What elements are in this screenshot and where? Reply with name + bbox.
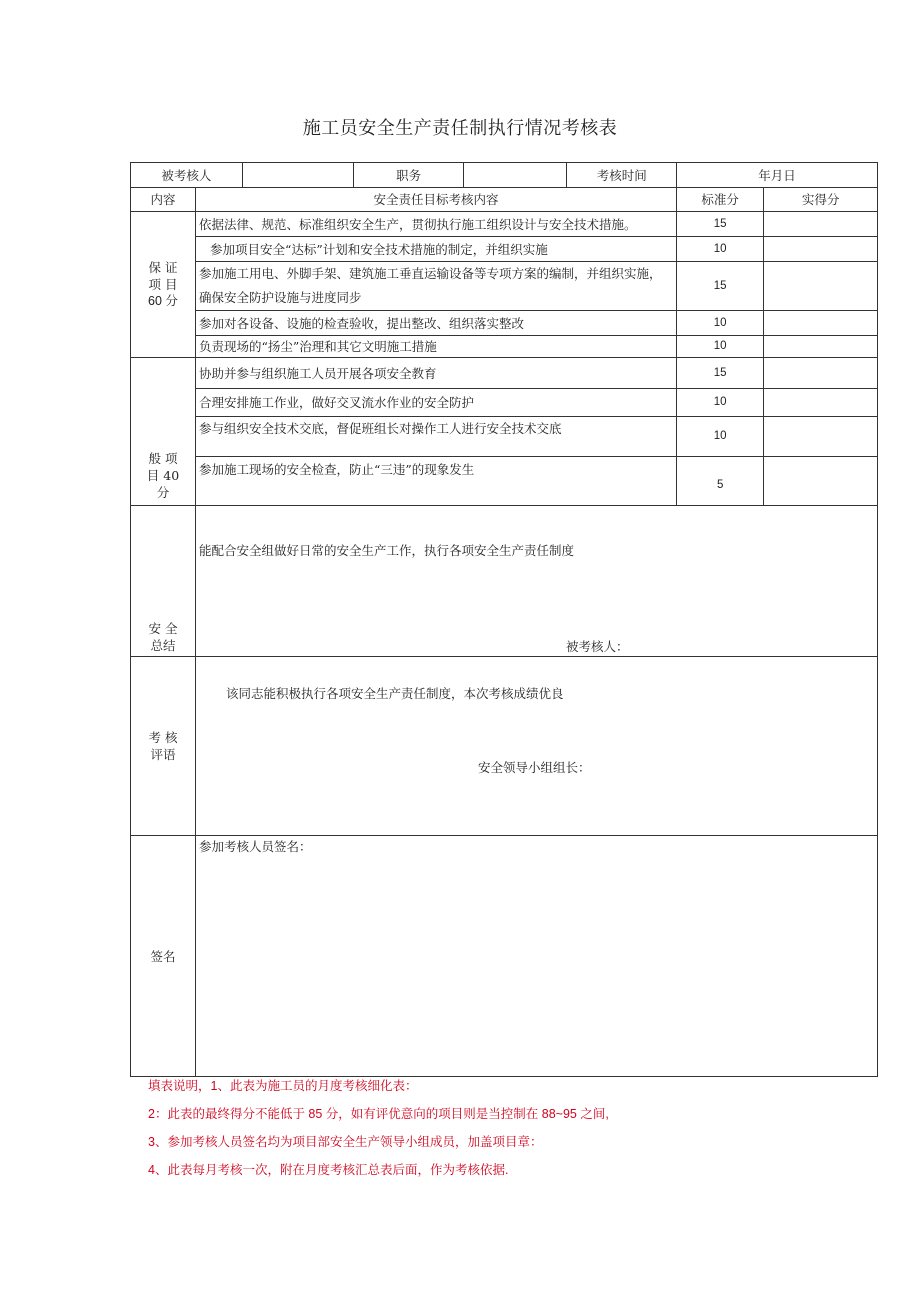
- standard-score: 5: [677, 457, 764, 506]
- standard-score: 15: [677, 212, 764, 237]
- summary-signer-label: 被考核人：: [565, 639, 629, 654]
- guarantee-section-label: 保 证 项 目 60 分: [131, 212, 196, 358]
- note-line: 3、参加考核人员签名均为项目部安全生产领导小组成员，加盖项目章：: [148, 1135, 543, 1149]
- general-section-label: 般 项 目 40 分: [131, 358, 196, 506]
- item-text: 参加项目安全“达标”计划和安全技术措施的制定，并组织实施: [195, 237, 676, 262]
- standard-score: 10: [677, 417, 764, 457]
- item-text: 参加施工用电、外脚手架、建筑施工垂直运输设备等专项方案的编制，并组织实施，确保安全防护设施与进度同步: [195, 262, 676, 311]
- assessee-label: 被考核人: [131, 163, 243, 188]
- note-line: 填表说明，1、此表为施工员的月度考核细化表：: [148, 1079, 418, 1093]
- comment-text: 该同志能积极执行各项安全生产责任制度，本次考核成绩优良: [225, 686, 564, 701]
- position-label: 职务: [354, 163, 464, 188]
- table-row: [131, 417, 878, 457]
- table-row: [131, 457, 878, 506]
- fill-instructions: [148, 1078, 609, 1190]
- item-text: 参加对各设备、设施的检查验收，提出整改、组织落实整改: [195, 311, 676, 336]
- column-header-row: [131, 188, 878, 212]
- item-text: 负责现场的“扬尘”治理和其它文明施工措施: [195, 336, 676, 358]
- time-label: 考核时间: [567, 163, 677, 188]
- assessment-table: [130, 162, 878, 1077]
- table-row: [131, 237, 878, 262]
- actual-score-field[interactable]: [764, 237, 878, 262]
- date-field[interactable]: 年月日: [677, 163, 878, 188]
- standard-score: 15: [677, 262, 764, 311]
- header-row: [131, 163, 878, 188]
- item-text: 参与组织安全技术交底，督促班组长对操作工人进行安全技术交底: [195, 417, 676, 457]
- summary-section-label: 安 全 总结: [131, 506, 196, 657]
- signature-section-label: 签名: [131, 836, 196, 1077]
- signature-prompt: 参加考核人员签名：: [198, 839, 312, 854]
- item-text: 合理安排施工作业，做好交叉流水作业的安全防护: [195, 389, 676, 417]
- actual-score-field[interactable]: [764, 457, 878, 506]
- summary-text: 能配合安全组做好日常的安全生产工作，执行各项安全生产责任制度: [198, 543, 574, 558]
- standard-score: 15: [677, 358, 764, 389]
- content-col-header: 内容: [131, 188, 196, 212]
- actual-score-field[interactable]: [764, 212, 878, 237]
- assessee-field[interactable]: [242, 163, 354, 188]
- table-row: [131, 311, 878, 336]
- item-text: 协助并参与组织施工人员开展各项安全教育: [195, 358, 676, 389]
- standard-score: 10: [677, 311, 764, 336]
- comment-section-label: 考 核 评语: [131, 657, 196, 836]
- comment-content: [195, 657, 877, 836]
- actual-score-field[interactable]: [764, 389, 878, 417]
- standard-score: 10: [677, 237, 764, 262]
- actual-score-field[interactable]: [764, 336, 878, 358]
- table-row: [131, 358, 878, 389]
- table-row: [131, 336, 878, 358]
- table-row: [131, 389, 878, 417]
- table-row: [131, 262, 878, 311]
- standard-col-header: 标准分: [677, 188, 764, 212]
- summary-content: [195, 506, 877, 657]
- actual-score-field[interactable]: [764, 262, 878, 311]
- signature-row: [131, 836, 878, 1077]
- position-field[interactable]: [463, 163, 567, 188]
- item-text: 参加施工现场的安全检查，防止“三违”的现象发生: [195, 457, 676, 506]
- summary-row: [131, 506, 878, 657]
- note-line: 2：此表的最终得分不能低于 85 分，如有评优意向的项目则是当控制在 88~95 之间,: [148, 1107, 609, 1121]
- items-col-header: 安全责任目标考核内容: [195, 188, 676, 212]
- item-text: 依据法律、规范、标准组织安全生产，贯彻执行施工组织设计与安全技术措施。: [195, 212, 676, 237]
- note-line: 4、此表每月考核一次，附在月度考核汇总表后面，作为考核依据.: [148, 1163, 509, 1177]
- comment-row: [131, 657, 878, 836]
- page-title: 施工员安全生产责任制执行情况考核表: [302, 118, 618, 139]
- signature-area[interactable]: [195, 836, 877, 1077]
- actual-score-field[interactable]: [764, 417, 878, 457]
- actual-score-field[interactable]: [764, 311, 878, 336]
- standard-score: 10: [677, 336, 764, 358]
- table-row: [131, 212, 878, 237]
- standard-score: 10: [677, 389, 764, 417]
- actual-col-header: 实得分: [764, 188, 878, 212]
- actual-score-field[interactable]: [764, 358, 878, 389]
- comment-signer-label: 安全领导小组组长：: [477, 760, 591, 775]
